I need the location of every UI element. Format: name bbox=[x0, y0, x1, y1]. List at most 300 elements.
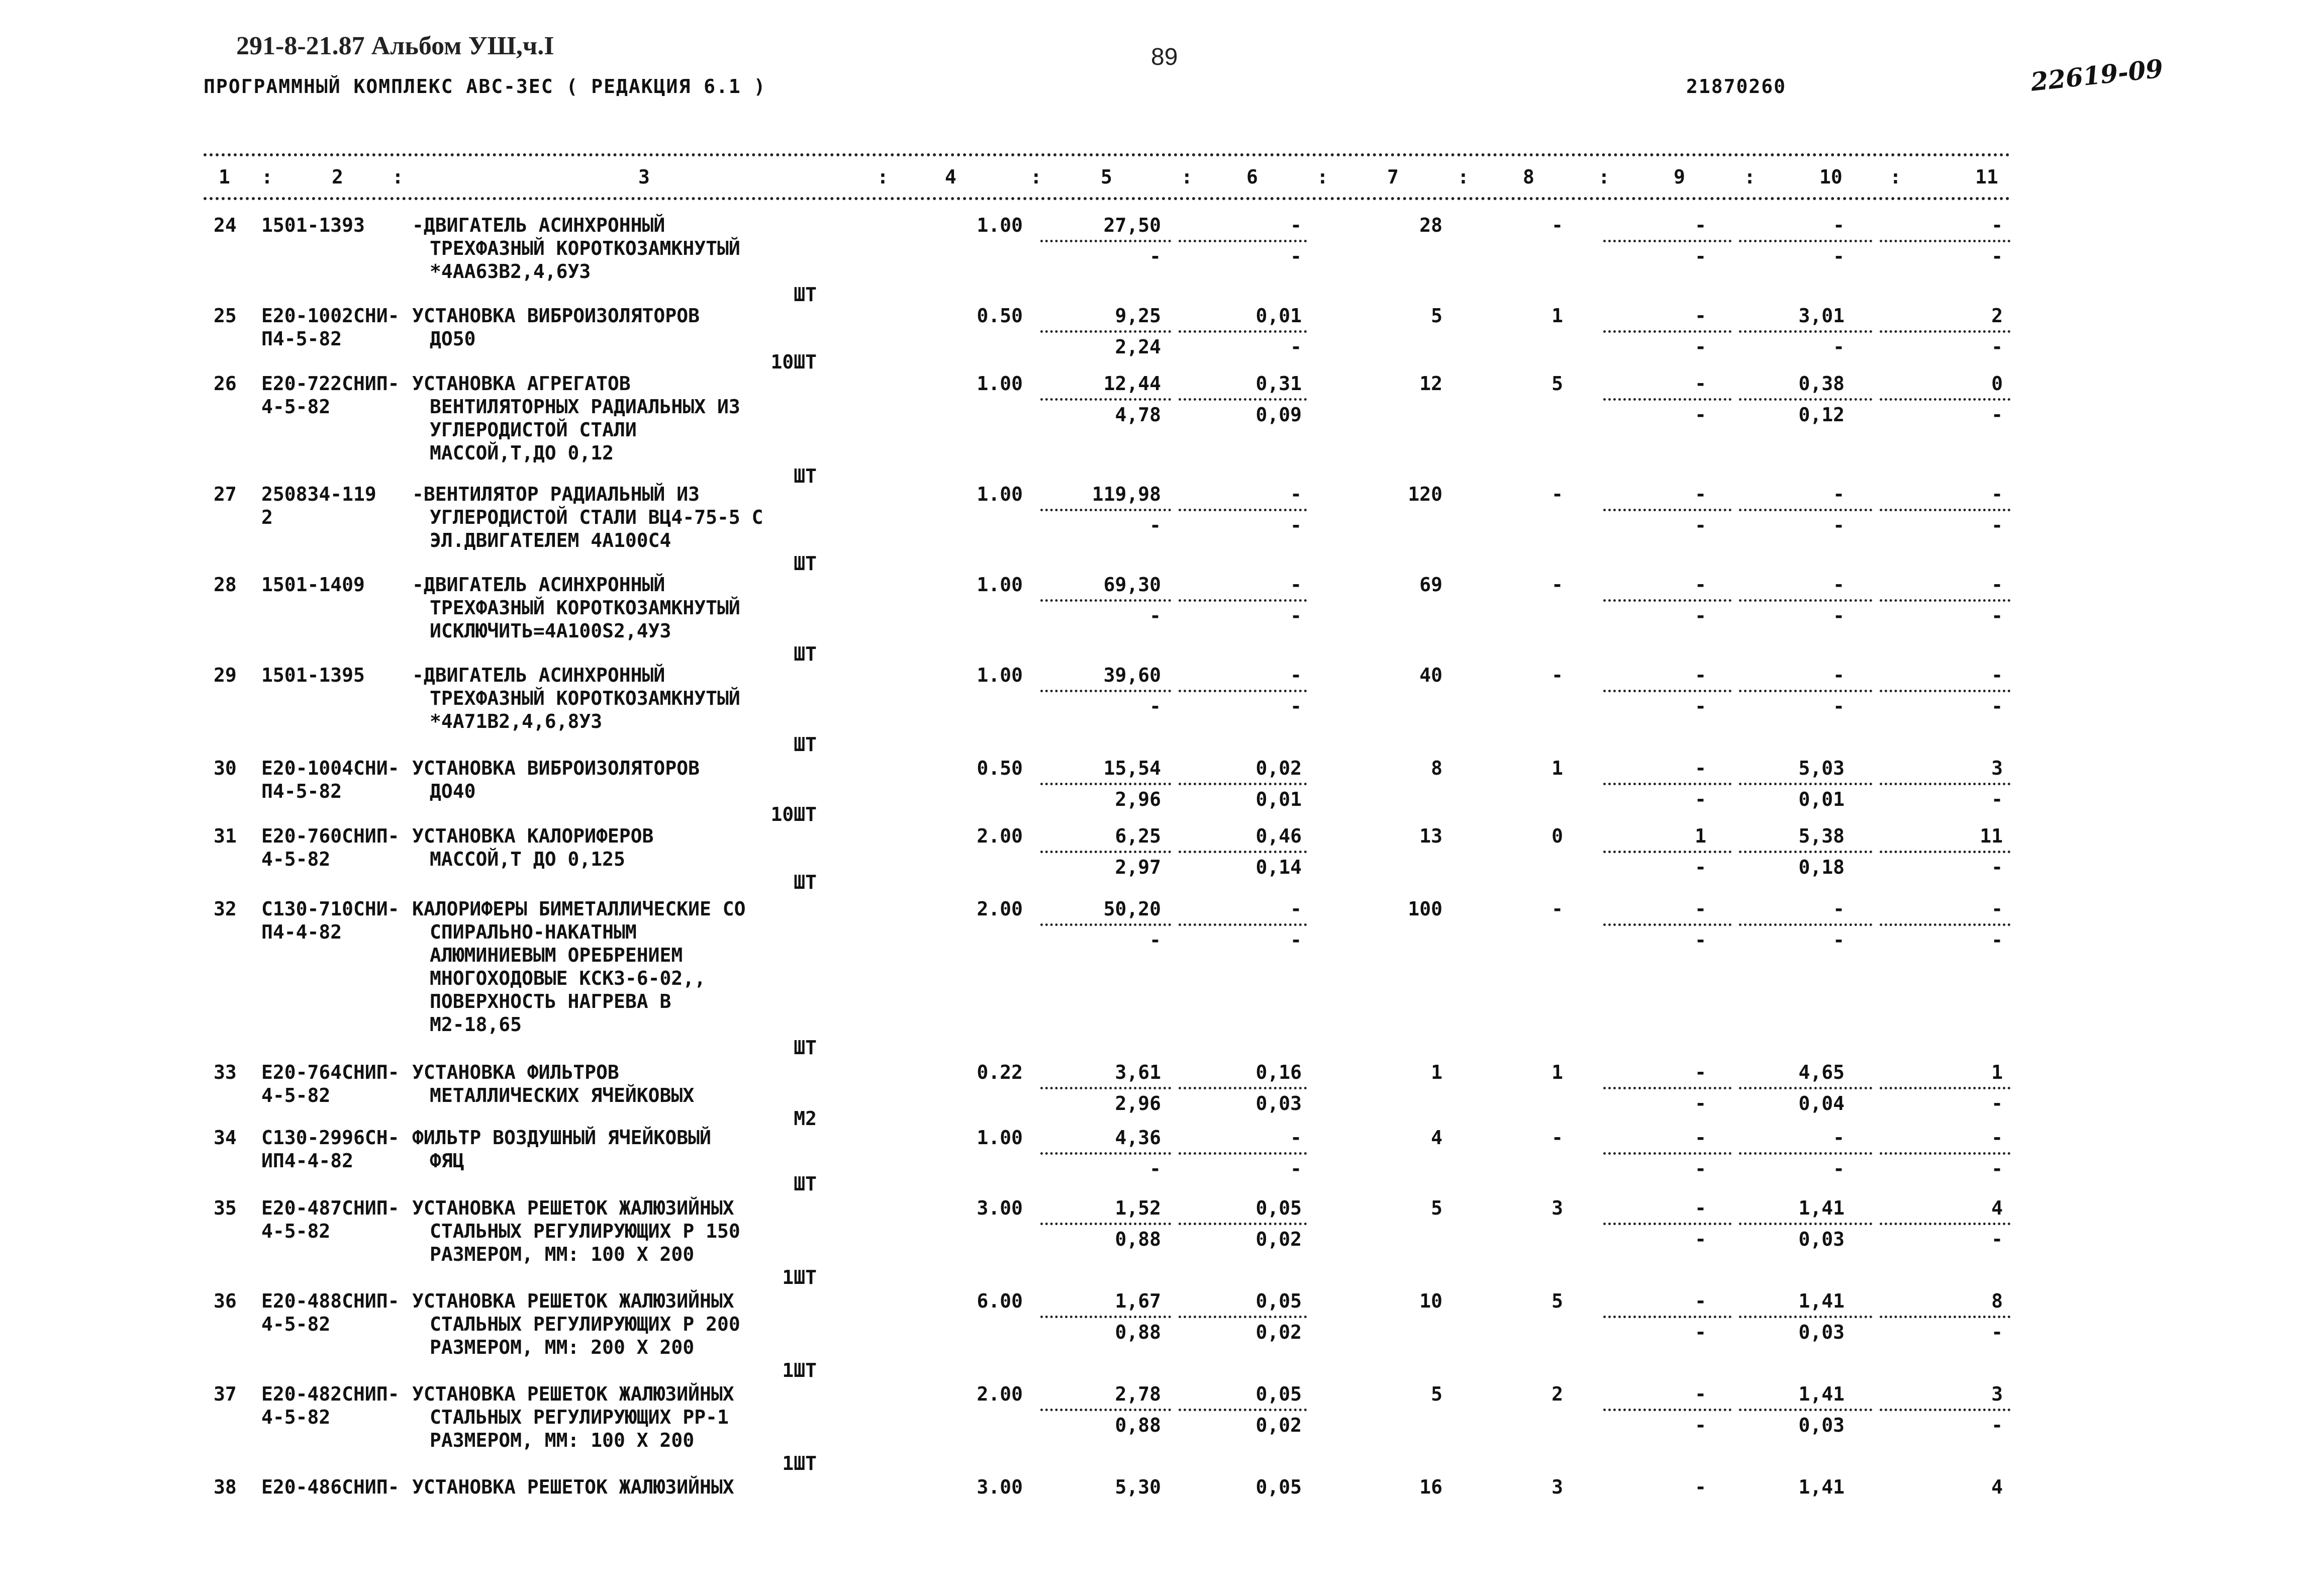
row-number: 28 bbox=[214, 574, 237, 596]
row-number: 38 bbox=[214, 1476, 237, 1498]
cell-c6: 0,02 bbox=[1255, 757, 1302, 779]
resource-code-suffix: ИП4-4-82 bbox=[261, 1150, 354, 1172]
unit-of-measure: ШТ bbox=[794, 284, 817, 306]
quantity: 1.00 bbox=[977, 214, 1023, 236]
row-number: 37 bbox=[214, 1383, 237, 1405]
cell-c5: 50,20 bbox=[1103, 898, 1161, 920]
item-description: ИСКЛЮЧИТЬ=4А100S2,4У3 bbox=[430, 620, 671, 642]
unit-of-measure: 1ШТ bbox=[782, 1266, 817, 1288]
cell-divider bbox=[1880, 923, 2010, 926]
cell-divider bbox=[1603, 1152, 1731, 1155]
column-header: 11 bbox=[1975, 166, 1998, 188]
row-number: 34 bbox=[214, 1127, 237, 1149]
cell-c6: - bbox=[1290, 214, 1302, 236]
cell-c7: 16 bbox=[1419, 1476, 1442, 1498]
cell-c11-lower: - bbox=[1991, 1414, 2003, 1436]
item-description: УСТАНОВКА ФИЛЬТРОВ bbox=[412, 1061, 619, 1083]
item-description: ТРЕХФАЗНЫЙ КОРОТКОЗАМКНУТЫЙ bbox=[430, 687, 740, 709]
cell-divider bbox=[1040, 330, 1171, 333]
cell-c8: 1 bbox=[1552, 305, 1563, 327]
column-separator: : bbox=[1744, 166, 1756, 188]
cell-c11-lower: - bbox=[1991, 336, 2003, 358]
item-description: УСТАНОВКА РЕШЕТОК ЖАЛЮЗИЙНЫХ bbox=[412, 1383, 734, 1405]
cell-c9: - bbox=[1695, 1383, 1706, 1405]
item-description: УСТАНОВКА ВИБРОИЗОЛЯТОРОВ bbox=[412, 305, 700, 327]
row-number: 26 bbox=[214, 373, 237, 395]
resource-code-suffix: 4-5-82 bbox=[261, 848, 331, 870]
cell-c5: 3,61 bbox=[1115, 1061, 1161, 1083]
cell-c7: 1 bbox=[1431, 1061, 1442, 1083]
resource-code-suffix: П4-5-82 bbox=[261, 328, 342, 350]
cell-c10: - bbox=[1833, 574, 1845, 596]
cell-c11-lower: - bbox=[1991, 856, 2003, 878]
quantity: 0.22 bbox=[977, 1061, 1023, 1083]
cell-c11-lower: - bbox=[1991, 1158, 2003, 1180]
resource-code-suffix: 4-5-82 bbox=[261, 396, 331, 418]
cell-divider bbox=[1880, 599, 2010, 602]
item-description: *4АА63В2,4,6У3 bbox=[430, 260, 591, 283]
cell-divider bbox=[1179, 1087, 1307, 1089]
resource-code: Е20-1004СНИ- bbox=[261, 757, 400, 779]
column-header: 8 bbox=[1523, 166, 1534, 188]
cell-divider bbox=[1739, 1409, 1872, 1411]
cell-c5-lower: - bbox=[1149, 245, 1161, 267]
item-description: МНОГОХОДОВЫЕ КСК3-6-02,, bbox=[430, 967, 706, 989]
cell-c5-lower: - bbox=[1149, 929, 1161, 951]
cell-c7: 5 bbox=[1431, 1197, 1442, 1219]
column-header: 7 bbox=[1387, 166, 1399, 188]
column-separator: : bbox=[1030, 166, 1042, 188]
cell-c8: - bbox=[1552, 574, 1563, 596]
quantity: 2.00 bbox=[977, 825, 1023, 847]
cell-c5: 5,30 bbox=[1115, 1476, 1161, 1498]
item-description: ФИЛЬТР ВОЗДУШНЫЙ ЯЧЕЙКОВЫЙ bbox=[412, 1127, 711, 1149]
cell-c9-lower: - bbox=[1695, 514, 1706, 536]
cell-divider bbox=[1880, 1152, 2010, 1155]
cell-c8: 5 bbox=[1552, 373, 1563, 395]
resource-code: Е20-487СНИП- bbox=[261, 1197, 400, 1219]
cell-c5: 15,54 bbox=[1103, 757, 1161, 779]
cell-divider bbox=[1040, 1087, 1171, 1089]
column-separator: : bbox=[261, 166, 273, 188]
cell-c6-lower: 0,02 bbox=[1255, 1414, 1302, 1436]
resource-code: 1501-1395 bbox=[261, 664, 365, 686]
cell-c5-lower: 2,96 bbox=[1115, 1092, 1161, 1115]
cell-c6-lower: - bbox=[1290, 336, 1302, 358]
cell-c10-lower: 0,03 bbox=[1798, 1228, 1845, 1250]
cell-c5-lower: 0,88 bbox=[1115, 1228, 1161, 1250]
column-header: 5 bbox=[1101, 166, 1112, 188]
cell-c10: 5,03 bbox=[1798, 757, 1845, 779]
cell-divider bbox=[1880, 783, 2010, 785]
item-description: ТРЕХФАЗНЫЙ КОРОТКОЗАМКНУТЫЙ bbox=[430, 597, 740, 619]
column-separator: : bbox=[1181, 166, 1193, 188]
cell-c6: 0,46 bbox=[1255, 825, 1302, 847]
unit-of-measure: ШТ bbox=[794, 643, 817, 665]
cell-c7: 5 bbox=[1431, 1383, 1442, 1405]
cell-divider bbox=[1603, 690, 1731, 692]
quantity: 1.00 bbox=[977, 1127, 1023, 1149]
cell-divider bbox=[1603, 783, 1731, 785]
cell-c10: - bbox=[1833, 214, 1845, 236]
resource-code: Е20-764СНИП- bbox=[261, 1061, 400, 1083]
resource-code: С130-2996СН- bbox=[261, 1127, 400, 1149]
cell-c11-lower: - bbox=[1991, 788, 2003, 810]
item-description: СПИРАЛЬНО-НАКАТНЫМ bbox=[430, 921, 637, 943]
cell-divider bbox=[1603, 851, 1731, 853]
cell-c6-lower: - bbox=[1290, 605, 1302, 627]
resource-code: 250834-119 bbox=[261, 483, 376, 505]
cell-c11: 11 bbox=[1980, 825, 2003, 847]
table-header-rule bbox=[204, 197, 2010, 200]
cell-divider bbox=[1040, 1409, 1171, 1411]
cell-c10-lower: 0,18 bbox=[1798, 856, 1845, 878]
column-separator: : bbox=[1458, 166, 1469, 188]
column-separator: : bbox=[1317, 166, 1328, 188]
cell-c5-lower: 2,96 bbox=[1115, 788, 1161, 810]
item-description: УСТАНОВКА КАЛОРИФЕРОВ bbox=[412, 825, 654, 847]
item-description: КАЛОРИФЕРЫ БИМЕТАЛЛИЧЕСКИЕ СО bbox=[412, 898, 746, 920]
resource-code-suffix: 4-5-82 bbox=[261, 1313, 331, 1335]
cell-c5-lower: 0,88 bbox=[1115, 1414, 1161, 1436]
item-description: -ДВИГАТЕЛЬ АСИНХРОННЫЙ bbox=[412, 214, 665, 236]
cell-c10: 1,41 bbox=[1798, 1383, 1845, 1405]
column-separator: : bbox=[1598, 166, 1610, 188]
cell-c5: 39,60 bbox=[1103, 664, 1161, 686]
cell-c7: 8 bbox=[1431, 757, 1442, 779]
cell-divider bbox=[1739, 1316, 1872, 1318]
cell-c11: 0 bbox=[1991, 373, 2003, 395]
column-header: 10 bbox=[1819, 166, 1843, 188]
item-description: УСТАНОВКА РЕШЕТОК ЖАЛЮЗИЙНЫХ bbox=[412, 1290, 734, 1312]
unit-of-measure: М2 bbox=[794, 1107, 817, 1130]
cell-c9: 1 bbox=[1695, 825, 1706, 847]
cell-c9: - bbox=[1695, 1476, 1706, 1498]
document-code: 21870260 bbox=[1686, 75, 1787, 98]
item-description: УСТАНОВКА ВИБРОИЗОЛЯТОРОВ bbox=[412, 757, 700, 779]
cell-c5: 12,44 bbox=[1103, 373, 1161, 395]
cell-c9: - bbox=[1695, 1290, 1706, 1312]
item-description: МАССОЙ,Т,ДО 0,12 bbox=[430, 442, 614, 464]
item-description: УСТАНОВКА АГРЕГАТОВ bbox=[412, 373, 631, 395]
cell-divider bbox=[1880, 1316, 2010, 1318]
cell-c5-lower: - bbox=[1149, 1158, 1161, 1180]
cell-c8: - bbox=[1552, 214, 1563, 236]
resource-code-suffix: П4-4-82 bbox=[261, 921, 342, 943]
item-description: СТАЛЬНЫХ РЕГУЛИРУЮЩИХ Р 200 bbox=[430, 1313, 740, 1335]
cell-c9: - bbox=[1695, 757, 1706, 779]
cell-c6: - bbox=[1290, 664, 1302, 686]
cell-divider bbox=[1739, 851, 1872, 853]
cell-c6-lower: - bbox=[1290, 1158, 1302, 1180]
cell-c6-lower: - bbox=[1290, 514, 1302, 536]
cell-c6-lower: 0,09 bbox=[1255, 404, 1302, 426]
cell-c10: - bbox=[1833, 483, 1845, 505]
cell-c10: 0,38 bbox=[1798, 373, 1845, 395]
cell-divider bbox=[1179, 1223, 1307, 1225]
item-description: СТАЛЬНЫХ РЕГУЛИРУЮЩИХ РР-1 bbox=[430, 1406, 729, 1428]
cell-c6: - bbox=[1290, 483, 1302, 505]
cell-divider bbox=[1739, 783, 1872, 785]
cell-c10-lower: 0,04 bbox=[1798, 1092, 1845, 1115]
item-description: ДО40 bbox=[430, 780, 476, 802]
cell-c6-lower: 0,02 bbox=[1255, 1228, 1302, 1250]
resource-code-suffix: 4-5-82 bbox=[261, 1220, 331, 1242]
cell-divider bbox=[1603, 599, 1731, 602]
cell-c9: - bbox=[1695, 898, 1706, 920]
cell-divider bbox=[1739, 599, 1872, 602]
resource-code: С130-710СНИ- bbox=[261, 898, 400, 920]
item-description: ФЯЦ bbox=[430, 1150, 464, 1172]
cell-c9: - bbox=[1695, 1197, 1706, 1219]
unit-of-measure: ШТ bbox=[794, 871, 817, 893]
cell-c10-lower: - bbox=[1833, 929, 1845, 951]
cell-c9: - bbox=[1695, 574, 1706, 596]
cell-divider bbox=[1739, 330, 1872, 333]
cell-c5: 4,36 bbox=[1115, 1127, 1161, 1149]
cell-divider bbox=[1040, 240, 1171, 242]
handwritten-number: 22619-09 bbox=[2029, 53, 2165, 97]
unit-of-measure: ШТ bbox=[794, 465, 817, 487]
cell-c10-lower: - bbox=[1833, 695, 1845, 717]
cell-c11-lower: - bbox=[1991, 1092, 2003, 1115]
cell-c9-lower: - bbox=[1695, 1158, 1706, 1180]
cell-c9-lower: - bbox=[1695, 1092, 1706, 1115]
cell-c10-lower: - bbox=[1833, 514, 1845, 536]
unit-of-measure: ШТ bbox=[794, 1037, 817, 1059]
cell-c10-lower: - bbox=[1833, 605, 1845, 627]
unit-of-measure: 10ШТ bbox=[770, 351, 817, 373]
row-number: 35 bbox=[214, 1197, 237, 1219]
resource-code: Е20-1002СНИ- bbox=[261, 305, 400, 327]
cell-c11: 3 bbox=[1991, 757, 2003, 779]
item-description: ТРЕХФАЗНЫЙ КОРОТКОЗАМКНУТЫЙ bbox=[430, 237, 740, 259]
row-number: 27 bbox=[214, 483, 237, 505]
item-description: -ВЕНТИЛЯТОР РАДИАЛЬНЫЙ ИЗ bbox=[412, 483, 700, 505]
cell-c8: - bbox=[1552, 483, 1563, 505]
quantity: 1.00 bbox=[977, 483, 1023, 505]
cell-divider bbox=[1179, 1409, 1307, 1411]
cell-c6: - bbox=[1290, 574, 1302, 596]
cell-divider bbox=[1179, 240, 1307, 242]
cell-c11: 4 bbox=[1991, 1197, 2003, 1219]
cell-c10: 5,38 bbox=[1798, 825, 1845, 847]
cell-c10: 1,41 bbox=[1798, 1476, 1845, 1498]
cell-divider bbox=[1603, 923, 1731, 926]
cell-c11: - bbox=[1991, 483, 2003, 505]
cell-c9: - bbox=[1695, 1127, 1706, 1149]
cell-c9-lower: - bbox=[1695, 856, 1706, 878]
column-header: 1 bbox=[219, 166, 230, 188]
cell-c7: 13 bbox=[1419, 825, 1442, 847]
cell-c6-lower: - bbox=[1290, 695, 1302, 717]
cell-divider bbox=[1040, 509, 1171, 511]
quantity: 1.00 bbox=[977, 574, 1023, 596]
cell-c10: - bbox=[1833, 1127, 1845, 1149]
cell-c9: - bbox=[1695, 483, 1706, 505]
cell-c7: 69 bbox=[1419, 574, 1442, 596]
cell-c6-lower: 0,14 bbox=[1255, 856, 1302, 878]
row-number: 33 bbox=[214, 1061, 237, 1083]
cell-c6-lower: 0,02 bbox=[1255, 1321, 1302, 1343]
cell-divider bbox=[1179, 1152, 1307, 1155]
cell-c10-lower: - bbox=[1833, 336, 1845, 358]
cell-c9-lower: - bbox=[1695, 1321, 1706, 1343]
item-description: РАЗМЕРОМ, ММ: 100 Х 200 bbox=[430, 1243, 695, 1265]
resource-code-suffix: П4-5-82 bbox=[261, 780, 342, 802]
cell-divider bbox=[1880, 1087, 2010, 1089]
cell-divider bbox=[1040, 1152, 1171, 1155]
cell-c6: - bbox=[1290, 1127, 1302, 1149]
cell-c9: - bbox=[1695, 214, 1706, 236]
resource-code-suffix: 4-5-82 bbox=[261, 1406, 331, 1428]
cell-divider bbox=[1179, 1316, 1307, 1318]
page-number: 89 bbox=[1151, 44, 1178, 70]
cell-divider bbox=[1179, 851, 1307, 853]
cell-divider bbox=[1603, 1087, 1731, 1089]
column-separator: : bbox=[877, 166, 889, 188]
cell-divider bbox=[1179, 398, 1307, 401]
cell-divider bbox=[1739, 398, 1872, 401]
cell-c6: 0,05 bbox=[1255, 1476, 1302, 1498]
unit-of-measure: ШТ bbox=[794, 552, 817, 575]
cell-c9: - bbox=[1695, 664, 1706, 686]
cell-divider bbox=[1739, 240, 1872, 242]
cell-c5: 27,50 bbox=[1103, 214, 1161, 236]
cell-c11-lower: - bbox=[1991, 929, 2003, 951]
quantity: 6.00 bbox=[977, 1290, 1023, 1312]
cell-c9-lower: - bbox=[1695, 404, 1706, 426]
cell-c5-lower: 0,88 bbox=[1115, 1321, 1161, 1343]
cell-c11: 1 bbox=[1991, 1061, 2003, 1083]
cell-divider bbox=[1603, 398, 1731, 401]
cell-divider bbox=[1880, 851, 2010, 853]
cell-c6-lower: - bbox=[1290, 245, 1302, 267]
cell-c9: - bbox=[1695, 373, 1706, 395]
cell-c11: - bbox=[1991, 1127, 2003, 1149]
cell-divider bbox=[1179, 330, 1307, 333]
cell-c6: 0,16 bbox=[1255, 1061, 1302, 1083]
item-description: -ДВИГАТЕЛЬ АСИНХРОННЫЙ bbox=[412, 664, 665, 686]
cell-c9-lower: - bbox=[1695, 605, 1706, 627]
cell-c8: 3 bbox=[1552, 1197, 1563, 1219]
cell-divider bbox=[1040, 783, 1171, 785]
cell-c11: - bbox=[1991, 898, 2003, 920]
column-header: 6 bbox=[1246, 166, 1258, 188]
cell-divider bbox=[1040, 599, 1171, 602]
cell-c8: 0 bbox=[1552, 825, 1563, 847]
cell-divider bbox=[1603, 1409, 1731, 1411]
cell-c6-lower: 0,01 bbox=[1255, 788, 1302, 810]
cell-c9: - bbox=[1695, 1061, 1706, 1083]
cell-c8: 1 bbox=[1552, 757, 1563, 779]
cell-c11: 3 bbox=[1991, 1383, 2003, 1405]
cell-c9-lower: - bbox=[1695, 336, 1706, 358]
cell-c9-lower: - bbox=[1695, 695, 1706, 717]
cell-divider bbox=[1040, 851, 1171, 853]
item-description: УСТАНОВКА РЕШЕТОК ЖАЛЮЗИЙНЫХ bbox=[412, 1197, 734, 1219]
cell-divider bbox=[1880, 240, 2010, 242]
cell-divider bbox=[1739, 1087, 1872, 1089]
column-header: 3 bbox=[638, 166, 650, 188]
cell-c5-lower: 2,24 bbox=[1115, 336, 1161, 358]
cell-c10: 4,65 bbox=[1798, 1061, 1845, 1083]
item-description: РАЗМЕРОМ, ММ: 100 Х 200 bbox=[430, 1429, 695, 1451]
cell-divider bbox=[1739, 1223, 1872, 1225]
cell-c6: 0,01 bbox=[1255, 305, 1302, 327]
row-number: 32 bbox=[214, 898, 237, 920]
cell-c7: 40 bbox=[1419, 664, 1442, 686]
cell-c9-lower: - bbox=[1695, 245, 1706, 267]
item-description: ВЕНТИЛЯТОРНЫХ РАДИАЛЬНЫХ ИЗ bbox=[430, 396, 740, 418]
cell-c10: 1,41 bbox=[1798, 1290, 1845, 1312]
cell-c10: 3,01 bbox=[1798, 305, 1845, 327]
item-description: -ДВИГАТЕЛЬ АСИНХРОННЫЙ bbox=[412, 574, 665, 596]
item-description: АЛЮМИНИЕВЫМ ОРЕБРЕНИЕМ bbox=[430, 944, 683, 966]
cell-c11: 2 bbox=[1991, 305, 2003, 327]
cell-divider bbox=[1880, 330, 2010, 333]
cell-divider bbox=[1603, 1223, 1731, 1225]
cell-c5: 119,98 bbox=[1092, 483, 1161, 505]
cell-c8: 3 bbox=[1552, 1476, 1563, 1498]
cell-c11-lower: - bbox=[1991, 404, 2003, 426]
cell-c7: 5 bbox=[1431, 305, 1442, 327]
cell-c5: 2,78 bbox=[1115, 1383, 1161, 1405]
cell-c6: 0,05 bbox=[1255, 1197, 1302, 1219]
cell-c5: 1,52 bbox=[1115, 1197, 1161, 1219]
cell-c11: - bbox=[1991, 574, 2003, 596]
cell-c6-lower: - bbox=[1290, 929, 1302, 951]
resource-code-suffix: 2 bbox=[261, 506, 273, 528]
cell-divider bbox=[1739, 509, 1872, 511]
cell-c9: - bbox=[1695, 305, 1706, 327]
cell-c10-lower: 0,03 bbox=[1798, 1321, 1845, 1343]
cell-divider bbox=[1040, 1316, 1171, 1318]
quantity: 3.00 bbox=[977, 1197, 1023, 1219]
quantity: 1.00 bbox=[977, 373, 1023, 395]
cell-divider bbox=[1040, 398, 1171, 401]
item-description: ПОВЕРХНОСТЬ НАГРЕВА В bbox=[430, 990, 671, 1012]
cell-divider bbox=[1880, 509, 2010, 511]
unit-of-measure: ШТ bbox=[794, 733, 817, 756]
row-number: 30 bbox=[214, 757, 237, 779]
cell-c8: 1 bbox=[1552, 1061, 1563, 1083]
cell-c7: 4 bbox=[1431, 1127, 1442, 1149]
cell-c11-lower: - bbox=[1991, 245, 2003, 267]
program-title: ПРОГРАММНЫЙ КОМПЛЕКС АВС-3ЕС ( РЕДАКЦИЯ 6.1 ) bbox=[204, 75, 766, 98]
album-title: 291-8-21.87 Альбом УШ,ч.I bbox=[236, 32, 554, 60]
resource-code: Е20-482СНИП- bbox=[261, 1383, 400, 1405]
cell-divider bbox=[1179, 509, 1307, 511]
resource-code: 1501-1409 bbox=[261, 574, 365, 596]
cell-c7: 100 bbox=[1408, 898, 1442, 920]
cell-c6-lower: 0,03 bbox=[1255, 1092, 1302, 1115]
cell-c5-lower: 4,78 bbox=[1115, 404, 1161, 426]
cell-divider bbox=[1603, 1316, 1731, 1318]
cell-c6: 0,31 bbox=[1255, 373, 1302, 395]
cell-c8: 2 bbox=[1552, 1383, 1563, 1405]
resource-code: Е20-486СНИП- bbox=[261, 1476, 400, 1498]
cell-c11: - bbox=[1991, 214, 2003, 236]
cell-c11-lower: - bbox=[1991, 695, 2003, 717]
cell-divider bbox=[1040, 690, 1171, 692]
cell-c11: 8 bbox=[1991, 1290, 2003, 1312]
column-separator: : bbox=[392, 166, 404, 188]
cell-c11-lower: - bbox=[1991, 605, 2003, 627]
cell-c9-lower: - bbox=[1695, 1414, 1706, 1436]
resource-code-suffix: 4-5-82 bbox=[261, 1084, 331, 1106]
item-description: *4А71В2,4,6,8У3 bbox=[430, 710, 603, 732]
